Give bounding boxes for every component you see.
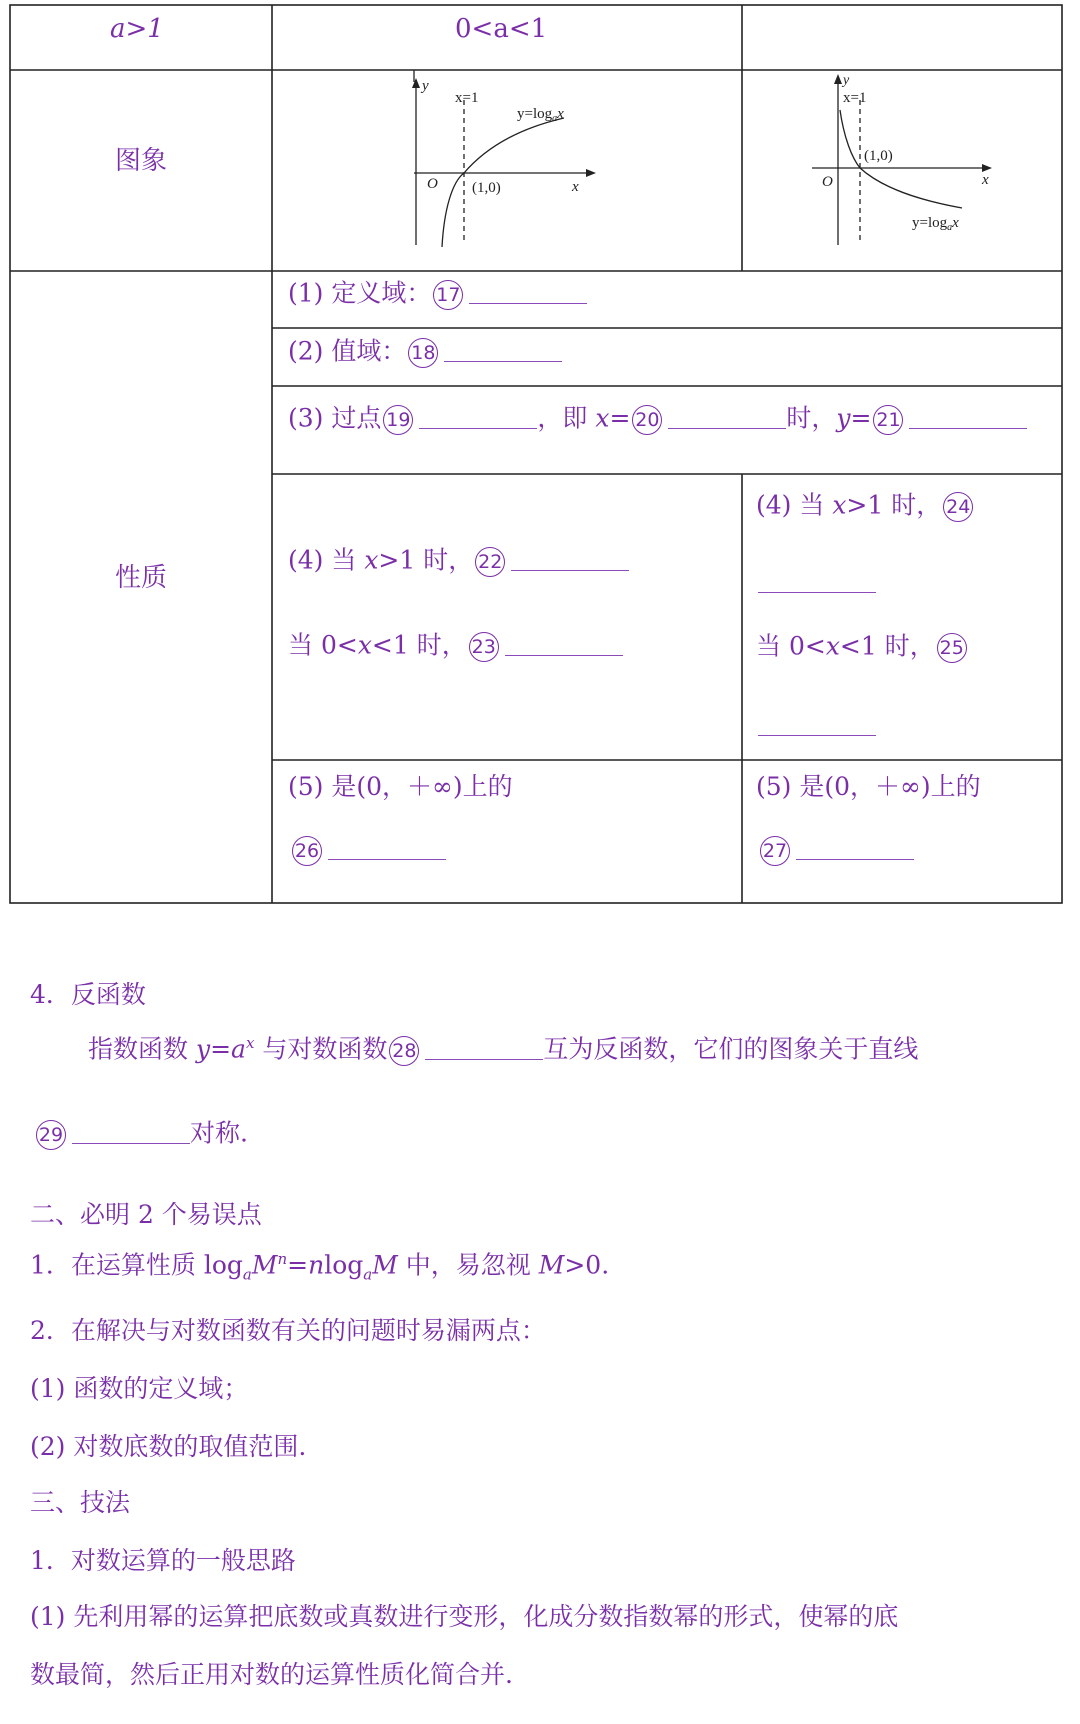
graph1-y-label: y bbox=[422, 78, 429, 94]
blank-18[interactable] bbox=[444, 360, 562, 362]
prop5-left-line1: (5) 是(0，＋∞)上的 bbox=[288, 772, 513, 801]
prop4b-lt1: <1 时， bbox=[839, 631, 935, 661]
blank-19[interactable] bbox=[419, 427, 537, 429]
s4-var: y=a bbox=[195, 1034, 246, 1064]
e1sup: n bbox=[277, 1250, 288, 1268]
prop4b-l2: 当 0< bbox=[756, 631, 826, 661]
e1h: M bbox=[538, 1250, 565, 1280]
log-curve-decreasing bbox=[840, 110, 962, 208]
e1sub: a bbox=[242, 1265, 252, 1284]
blank-20[interactable] bbox=[668, 427, 786, 429]
circle-num-21: 21 bbox=[873, 405, 903, 435]
blank-28[interactable] bbox=[425, 1058, 543, 1060]
var-x: x bbox=[595, 403, 610, 433]
prop-domain bbox=[288, 280, 587, 310]
graph2-point: (1,0) bbox=[864, 148, 893, 164]
e1i: >0. bbox=[564, 1250, 610, 1280]
prop-range-text: (2) 值域： bbox=[288, 336, 407, 366]
blank-26[interactable] bbox=[328, 858, 446, 860]
prop4a-l1: (4) 当 bbox=[288, 545, 365, 575]
prop4a-l2: 当 0< bbox=[288, 630, 358, 660]
prop5-left-line2 bbox=[290, 836, 446, 866]
blank-25[interactable] bbox=[758, 735, 876, 736]
graph-log-a-gt-1 bbox=[272, 70, 742, 271]
graph2-func: y=log bbox=[912, 215, 948, 231]
graph1-func-label bbox=[517, 106, 564, 124]
errors-item2: 2．在解决与对数函数有关的问题时易漏两点： bbox=[30, 1316, 546, 1345]
prop4b-x: x bbox=[832, 490, 847, 520]
tech-item1-1b: 数最简，然后正用对数的运算性质化简合并. bbox=[30, 1660, 513, 1689]
prop-fixed-point-mid: ，即 bbox=[537, 403, 596, 433]
tech-item1: 1．对数运算的一般思路 bbox=[30, 1546, 296, 1575]
header-0-lt-a-lt-1-text: 0<a<1 bbox=[455, 14, 548, 44]
log-curve-increasing bbox=[442, 118, 564, 247]
prop4-left-line2 bbox=[288, 632, 623, 662]
graph2-y-label: y bbox=[843, 73, 850, 88]
prop-fixed-point-text: (3) 过点 bbox=[288, 403, 382, 433]
row-label-graph: 图象 bbox=[115, 146, 168, 176]
header-a-gt-1: a>1 bbox=[110, 14, 164, 44]
row-label-properties: 性质 bbox=[115, 563, 168, 593]
graph1-point: (1,0) bbox=[472, 180, 501, 196]
graph1-origin: O bbox=[427, 176, 438, 192]
circle-num-17: 17 bbox=[433, 280, 463, 310]
e1sub2: a bbox=[363, 1265, 373, 1284]
eq-sign: = bbox=[609, 403, 631, 433]
e1c: = bbox=[287, 1250, 309, 1280]
graph2-x-label: x bbox=[982, 172, 989, 188]
s4-l1b: 与对数函数 bbox=[254, 1034, 388, 1064]
prop4b-gt1: >1 时， bbox=[846, 490, 942, 520]
prop-fixed-point bbox=[288, 405, 1027, 435]
errors-item1 bbox=[30, 1252, 609, 1282]
e1a: 1．在运算性质 log bbox=[30, 1250, 243, 1280]
circle-num-25: 25 bbox=[937, 633, 967, 663]
eq-sign-2: = bbox=[850, 403, 872, 433]
header-0-lt-a-lt-1 bbox=[455, 16, 547, 42]
errors-title: 二、必明 2 个易误点 bbox=[30, 1200, 262, 1229]
graph1-func-sub: a bbox=[552, 113, 558, 124]
prop4b-x2: x bbox=[825, 631, 840, 661]
graph-log-0-lt-a-lt-1 bbox=[742, 70, 1062, 271]
circle-num-23: 23 bbox=[469, 632, 499, 662]
prop4a-lt1: <1 时， bbox=[371, 630, 467, 660]
var-y: y bbox=[836, 403, 851, 433]
shi-text: 时， bbox=[786, 403, 837, 433]
s4-sup: x bbox=[245, 1034, 255, 1053]
circle-num-19: 19 bbox=[383, 405, 413, 435]
prop5-right-line1: (5) 是(0，＋∞)上的 bbox=[756, 772, 981, 801]
circle-num-24: 24 bbox=[943, 492, 973, 522]
tech-item1-1a: (1) 先利用幂的运算把底数或真数进行变形，化成分数指数幂的形式，使幂的底 bbox=[30, 1602, 899, 1631]
tech-title: 三、技法 bbox=[30, 1488, 131, 1517]
errors-item2-1: (1) 函数的定义域； bbox=[30, 1374, 249, 1403]
blank-21[interactable] bbox=[909, 427, 1027, 429]
s4-l2end: 对称. bbox=[190, 1118, 248, 1148]
prop4-right-line1 bbox=[756, 492, 975, 522]
blank-24[interactable] bbox=[758, 592, 876, 593]
prop4a-x2: x bbox=[357, 630, 372, 660]
prop-range bbox=[288, 338, 562, 368]
prop4a-x: x bbox=[364, 545, 379, 575]
circle-num-20: 20 bbox=[632, 405, 662, 435]
graph2-func-label bbox=[912, 215, 959, 233]
blank-29[interactable] bbox=[72, 1142, 190, 1144]
s4-l1c: 互为反函数，它们的图象关于直线 bbox=[543, 1034, 919, 1064]
section4-line1 bbox=[88, 1036, 918, 1066]
section4-title: 4．反函数 bbox=[30, 980, 146, 1009]
s4-l1a: 指数函数 bbox=[88, 1034, 196, 1064]
graph2-origin: O bbox=[822, 174, 833, 190]
e1b: M bbox=[251, 1250, 278, 1280]
blank-22[interactable] bbox=[511, 569, 629, 571]
graph1-x-label: x bbox=[572, 179, 579, 195]
e1f: M bbox=[372, 1250, 398, 1280]
graph1-func: y=log bbox=[517, 106, 553, 122]
errors-item2-2: (2) 对数底数的取值范围. bbox=[30, 1432, 307, 1461]
section4-line2 bbox=[34, 1120, 248, 1150]
e1d: n bbox=[308, 1250, 325, 1280]
e1g: 中，易忽视 bbox=[397, 1250, 539, 1280]
graph1-x1-label: x=1 bbox=[455, 90, 479, 106]
graph2-func-x: x bbox=[952, 215, 959, 231]
blank-27[interactable] bbox=[796, 858, 914, 860]
prop5-right-line2 bbox=[758, 836, 914, 866]
prop4-right-line2 bbox=[756, 633, 969, 663]
e1e: log bbox=[324, 1250, 364, 1280]
prop4b-l1: (4) 当 bbox=[756, 490, 833, 520]
circle-num-27: 27 bbox=[760, 836, 790, 866]
prop4a-gt1: >1 时， bbox=[378, 545, 474, 575]
circle-num-22: 22 bbox=[475, 547, 505, 577]
circle-num-26: 26 bbox=[292, 836, 322, 866]
graph2-x1-label: x=1 bbox=[843, 90, 867, 106]
graph1-func-x: x bbox=[557, 106, 564, 122]
graph2-func-sub: a bbox=[947, 222, 953, 233]
blank-17[interactable] bbox=[469, 302, 587, 304]
blank-23[interactable] bbox=[505, 654, 623, 656]
circle-num-18: 18 bbox=[408, 338, 438, 368]
prop-domain-text: (1) 定义域： bbox=[288, 278, 432, 308]
circle-num-29: 29 bbox=[36, 1120, 66, 1150]
prop4-left-line1 bbox=[288, 547, 629, 577]
circle-num-28: 28 bbox=[389, 1036, 419, 1066]
